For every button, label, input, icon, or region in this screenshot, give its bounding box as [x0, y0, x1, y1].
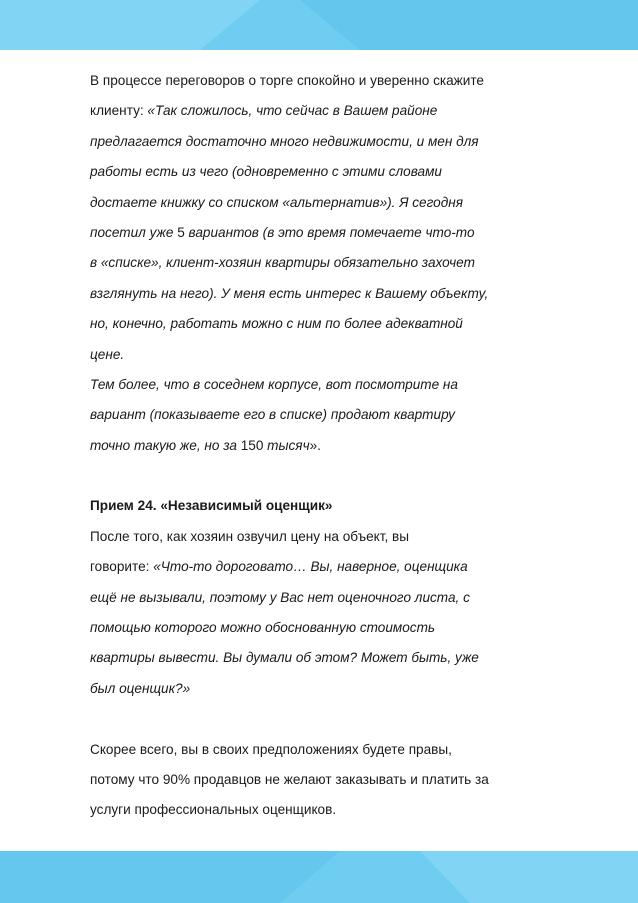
top-decorative-band: [0, 0, 638, 50]
quote-span: «Так сложилось, что сейчас в Вашем районе: [147, 103, 438, 119]
text-line: но, конечно, работать можно с ним по более адекватной: [90, 316, 463, 332]
text-line: [90, 431, 570, 461]
text-span: точно такую же, но за: [90, 437, 241, 453]
text-line: помощью которого можно обоснованную стоимость: [90, 620, 436, 636]
number-span: 5: [177, 224, 185, 240]
number-span: 150: [240, 437, 264, 453]
text-line: работы есть из чего (одновременно с этими словами: [90, 164, 442, 180]
text-line: услуги профессиональных оценщиков.: [90, 802, 337, 818]
text-span: клиенту:: [90, 103, 148, 119]
document-body: [90, 66, 570, 826]
bottom-decorative-band: [0, 851, 638, 903]
text-line: был оценщик?»: [90, 680, 191, 696]
text-span: вариантов (в это время помечаете что-то: [184, 224, 475, 240]
text-span: посетил уже: [90, 224, 178, 240]
text-line: После того, как хозяин озвучил цену на объект, вы: [90, 528, 410, 544]
quote-span: «Что-то дороговато… Вы, наверное, оценщика: [153, 559, 468, 575]
text-line: Скорее всего, вы в своих предположениях будете правы,: [90, 741, 452, 757]
paragraph-gap: [90, 704, 570, 734]
text-line: ещё не вызывали, поэтому у Вас нет оценочного листа, с: [90, 589, 470, 605]
section-heading: Прием 24. «Независимый оценщик»: [90, 498, 333, 514]
text-line: В процессе переговоров о торге спокойно и уверенно скажите: [90, 73, 484, 88]
text-line: квартиры вывести. Вы думали об этом? Может быть, уже: [90, 650, 479, 666]
text-line: Тем более, что в соседнем корпусе, вот посмотрите на: [90, 376, 458, 392]
text-line: предлагается достаточно много недвижимости, и мен для: [90, 133, 479, 149]
bottom-band-shape-light: [420, 851, 638, 903]
text-line: в «списке», клиент-хозяин квартиры обязательно захочет: [90, 255, 475, 271]
text-span: говорите:: [90, 559, 154, 575]
bottom-band-shapes: [0, 851, 638, 903]
bottom-band-shape-dark: [0, 851, 340, 903]
top-band-shape-dark: [300, 0, 638, 50]
top-band-shape-light: [0, 0, 260, 50]
text-line: достаете книжку со списком «альтернатив»). Я сегодня: [90, 194, 463, 210]
text-line: взглянуть на него). У меня есть интерес к Вашему объекту,: [90, 285, 489, 301]
text-span: ».: [309, 437, 321, 453]
text-line: [90, 96, 570, 126]
text-line: потому что 90% продавцов не желают заказывать и платить за: [90, 771, 489, 787]
text-line: цене.: [90, 346, 125, 362]
text-line: [90, 218, 570, 248]
text-line: [90, 552, 570, 582]
top-band-shapes: [0, 0, 638, 50]
text-line: вариант (показываете его в списке) продают квартиру: [90, 407, 455, 423]
paragraph-gap: [90, 461, 570, 491]
text-span: тысяч: [263, 437, 310, 453]
